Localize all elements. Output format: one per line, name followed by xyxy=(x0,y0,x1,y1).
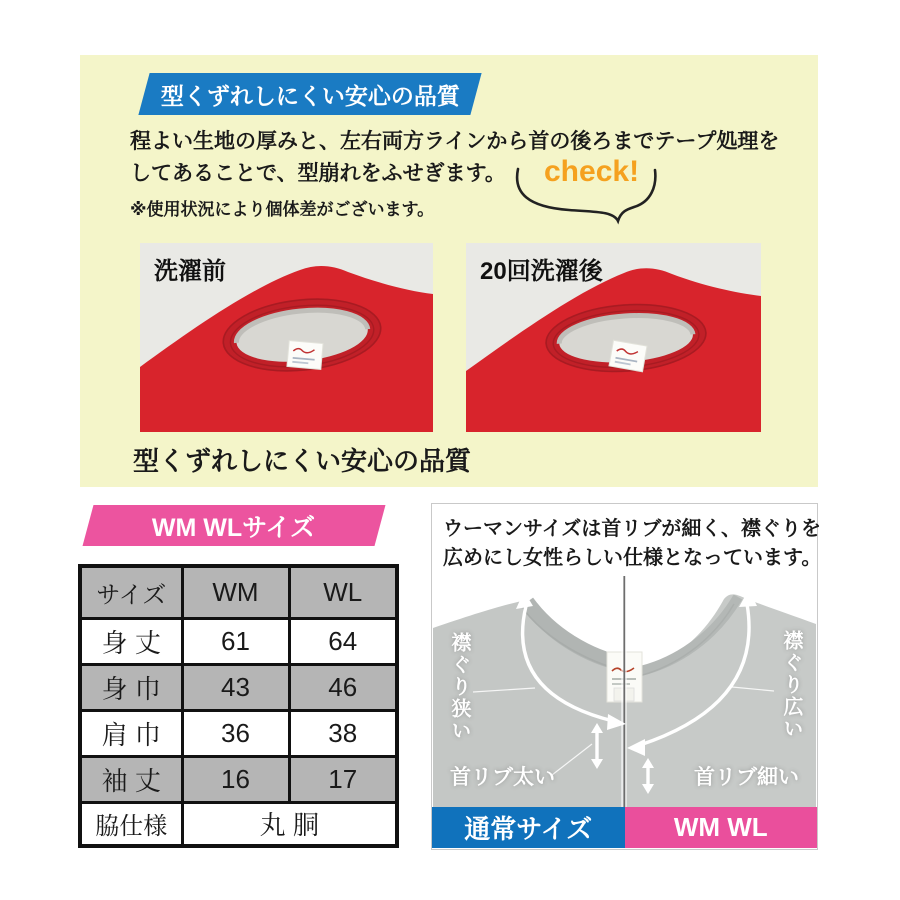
cell-wl: 46 xyxy=(289,664,397,710)
size-table xyxy=(78,564,399,848)
comparison-tags xyxy=(432,807,817,848)
woman-description-line1: ウーマンサイズは首リブが細く、襟ぐりを xyxy=(443,518,821,540)
brand-tag xyxy=(609,340,647,372)
row-label: 肩 巾 xyxy=(80,710,182,756)
quality-section xyxy=(80,55,818,487)
cell-wm: 61 xyxy=(182,618,289,664)
row-label: 脇仕様 xyxy=(80,802,182,846)
quality-note: ※使用状況により個体差がございます。 xyxy=(130,200,435,219)
rib-thick-label: 首リブ太い xyxy=(450,766,555,789)
cell-wl: 38 xyxy=(289,710,397,756)
table-row-body-length xyxy=(80,618,397,664)
collar-comparison-photo xyxy=(433,576,816,807)
size-banner xyxy=(83,505,386,546)
size-banner-label: WM WLサイズ xyxy=(152,513,316,542)
brand-tag xyxy=(287,341,323,370)
cell-wl: 17 xyxy=(289,756,397,802)
woman-size-section xyxy=(431,503,822,850)
quality-caption: 型くずれしにくい安心の品質 xyxy=(133,446,472,476)
col-header-size: サイズ xyxy=(80,566,182,618)
quality-description-line2: してあることで、型崩れをふせぎます。 xyxy=(130,162,506,185)
col-header-wm: WM xyxy=(182,566,289,618)
after-wash-label: 20回洗濯後 xyxy=(480,258,603,285)
cell-wm: 43 xyxy=(182,664,289,710)
cell-side-spec: 丸 胴 xyxy=(182,802,397,846)
col-header-wl: WL xyxy=(289,566,397,618)
row-label: 身 丈 xyxy=(80,618,182,664)
neck-wide-label: 襟ぐり広い xyxy=(780,630,802,740)
neck-narrow-label: 襟ぐり狭い xyxy=(448,632,470,742)
normal-size-tag: 通常サイズ xyxy=(432,807,625,848)
row-label: 身 巾 xyxy=(80,664,182,710)
before-wash-label: 洗濯前 xyxy=(154,258,226,285)
check-callout-label: check! xyxy=(544,155,640,188)
rib-thin-label: 首リブ細い xyxy=(694,766,799,789)
cell-wl: 64 xyxy=(289,618,397,664)
cell-wm: 36 xyxy=(182,710,289,756)
quality-banner xyxy=(138,73,481,115)
brace-icon xyxy=(512,165,662,225)
quality-banner-label: 型くずれしにくい安心の品質 xyxy=(160,82,460,109)
before-wash-photo xyxy=(140,243,433,432)
after-wash-photo xyxy=(466,243,761,432)
table-row-shoulder-width xyxy=(80,710,397,756)
woman-description-line2: 広めにし女性らしい仕様となっています。 xyxy=(443,547,822,569)
cell-wm: 16 xyxy=(182,756,289,802)
wm-wl-tag: WM WL xyxy=(625,807,818,848)
table-row-body-width xyxy=(80,664,397,710)
table-header-row xyxy=(80,566,397,618)
row-label: 袖 丈 xyxy=(80,756,182,802)
quality-description-line1: 程よい生地の厚みと、左右両方ラインから首の後ろまでテープ処理を xyxy=(130,130,780,153)
table-row-side-spec xyxy=(80,802,397,846)
table-row-sleeve-length xyxy=(80,756,397,802)
